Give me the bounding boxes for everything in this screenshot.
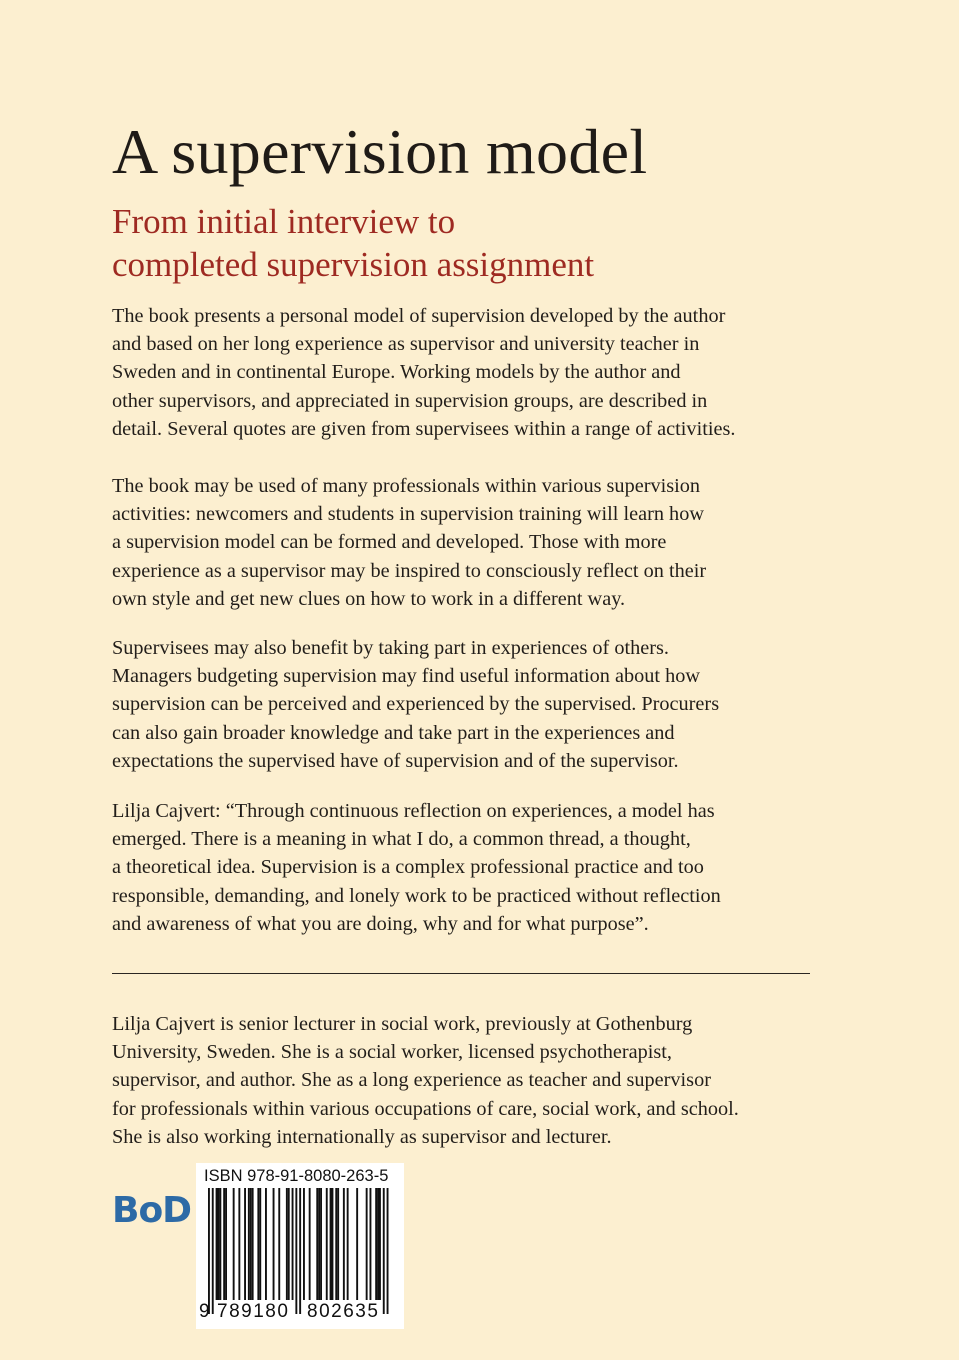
subtitle-line: completed supervision assignment <box>112 245 595 284</box>
barcode-bar <box>238 1188 240 1300</box>
paragraph-line: Supervisees may also benefit by taking part in experiences of others. <box>112 637 670 659</box>
barcode-bar <box>383 1188 385 1314</box>
paragraph-line: Managers budgeting supervision may find useful information about how <box>112 665 701 688</box>
paragraph-line: Sweden and in continental Europe. Working models by the author and <box>112 361 681 384</box>
publisher-logo: BoD <box>112 1190 192 1231</box>
barcode-digits-right: 802635 <box>307 1301 380 1322</box>
barcode-bar <box>366 1188 368 1300</box>
paragraph-line: The book may be used of many professionals within various supervision <box>112 475 701 497</box>
paragraph-line: activities: newcomers and students in supervision training will learn how <box>112 503 704 526</box>
paragraph-line: a theoretical idea. Supervision is a complex professional practice and too <box>112 856 704 879</box>
description-paragraph-3 <box>112 634 832 775</box>
barcode-bar <box>299 1188 301 1314</box>
barcode-bar <box>288 1188 290 1300</box>
bio-line: supervisor, and author. She as a long experience as teacher and supervisor <box>112 1069 711 1092</box>
barcode-bar <box>259 1188 261 1300</box>
barcode-bar <box>379 1188 381 1300</box>
paragraph-line: detail. Several quotes are given from supervisees within a range of activities. <box>112 417 736 440</box>
barcode-bar <box>335 1188 337 1300</box>
paragraph-line: other supervisors, and appreciated in supervision groups, are described in <box>112 389 708 412</box>
barcode-bar <box>320 1188 322 1300</box>
paragraph-line: own style and get new clues on how to work in a different way. <box>112 587 626 610</box>
bio-line: Lilja Cajvert is senior lecturer in social work, previously at Gothenburg <box>112 1013 693 1035</box>
paragraph-line: supervision can be perceived and experienced by the supervised. Procurers <box>112 693 720 716</box>
paragraph-line: The book presents a personal model of supervision developed by the author <box>112 305 726 327</box>
barcode-bar <box>318 1188 320 1300</box>
bio-line: University, Sweden. She is a social worker, licensed psychotherapist, <box>112 1041 672 1064</box>
barcode-bar <box>387 1188 389 1314</box>
paragraph-line: expectations the supervised have of supervision and of the supervisor. <box>112 749 679 772</box>
isbn-barcode <box>196 1163 404 1329</box>
barcode-bar <box>219 1188 221 1300</box>
barcode-bar <box>377 1188 379 1300</box>
book-subtitle <box>112 200 812 286</box>
barcode-bar <box>303 1188 305 1300</box>
barcode-bar <box>347 1188 349 1300</box>
barcode-digits-left: 789180 <box>217 1301 290 1322</box>
barcode-bar <box>218 1188 220 1300</box>
paragraph-line: and awareness of what you are doing, why and for what purpose”. <box>112 912 649 935</box>
barcode-bar <box>286 1188 288 1300</box>
barcode-bar <box>370 1188 372 1300</box>
barcode-bar <box>250 1188 252 1300</box>
barcode-bar <box>316 1188 318 1300</box>
author-bio <box>112 1010 832 1151</box>
barcode-bar <box>356 1188 358 1300</box>
bio-line: for professionals within various occupations of care, social work, and school. <box>112 1097 739 1120</box>
barcode-bar <box>278 1188 280 1300</box>
isbn-label: ISBN 978-91-8080-263-5 <box>204 1167 389 1185</box>
paragraph-line: responsible, demanding, and lonely work to be practiced without reflection <box>112 884 721 907</box>
subtitle-line: From initial interview to <box>112 202 456 241</box>
barcode-bar <box>326 1188 328 1300</box>
barcode-bar <box>309 1188 311 1300</box>
barcode-bar <box>257 1188 259 1300</box>
book-title: A supervision model <box>112 116 648 187</box>
barcode-bar <box>223 1188 225 1300</box>
barcode-bar <box>375 1188 377 1300</box>
barcode-bar <box>273 1188 275 1300</box>
barcode-bar <box>330 1188 332 1300</box>
paragraph-line: a supervision model can be formed and developed. Those with more <box>112 531 667 554</box>
barcode-bar <box>337 1188 339 1300</box>
description-paragraph-1 <box>112 302 832 443</box>
barcode-digit-first: 9 <box>199 1301 212 1322</box>
paragraph-line: can also gain broader knowledge and take part in the experiences and <box>112 721 675 744</box>
barcode-bar <box>265 1188 267 1300</box>
barcode-bar <box>292 1188 294 1300</box>
barcode-bar <box>252 1188 254 1300</box>
barcode-bar <box>295 1188 297 1314</box>
paragraph-line: experience as a supervisor may be inspired to consciously reflect on their <box>112 559 707 582</box>
barcode-bar <box>208 1188 210 1314</box>
paragraph-line: and based on her long experience as supervisor and university teacher in <box>112 333 700 356</box>
barcode-bar <box>225 1188 227 1300</box>
paragraph-line: Lilja Cajvert: “Through continuous reflection on experiences, a model has <box>112 800 715 822</box>
barcode-bar <box>216 1188 218 1300</box>
barcode-bar <box>332 1188 334 1300</box>
section-divider <box>112 973 810 974</box>
barcode-bar <box>233 1188 235 1300</box>
barcode-bar <box>212 1188 214 1314</box>
author-quote-paragraph <box>112 797 832 938</box>
bio-line: She is also working internationally as supervisor and lecturer. <box>112 1125 612 1148</box>
barcode-bar <box>343 1188 345 1300</box>
barcode-bar <box>244 1188 246 1300</box>
barcode-bar <box>248 1188 250 1300</box>
description-paragraph-2 <box>112 472 832 613</box>
paragraph-line: emerged. There is a meaning in what I do, a common thread, a thought, <box>112 828 691 851</box>
